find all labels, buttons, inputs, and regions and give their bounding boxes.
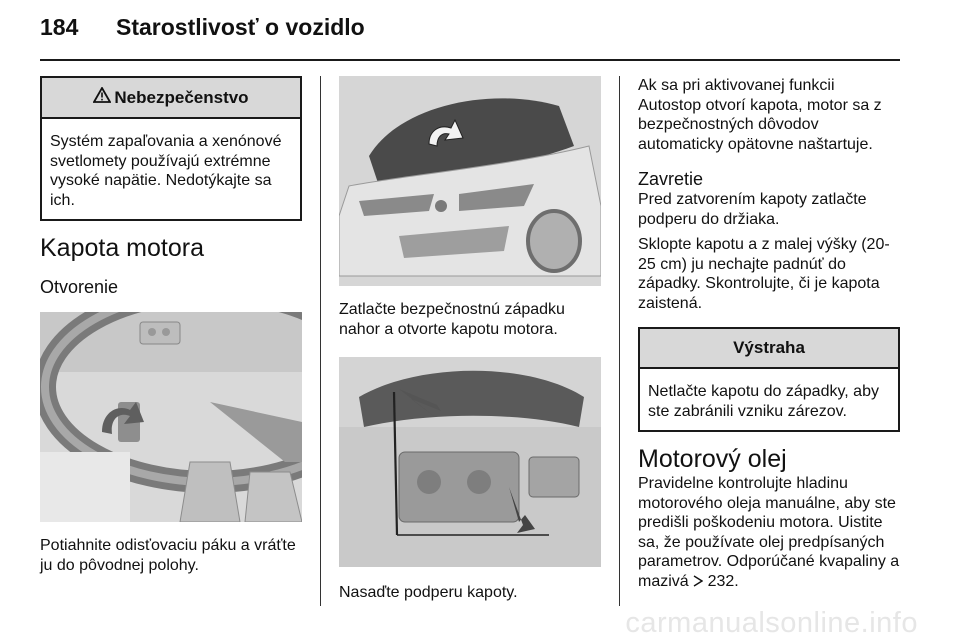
- warning-box-title: Výstraha: [640, 329, 898, 369]
- chapter-title: Starostlivosť o vozidlo: [116, 14, 365, 40]
- column-3: [638, 76, 900, 591]
- latch-caption: Zatlačte bezpečnostnú západku nahor a otvorte kapotu motora.: [339, 301, 565, 338]
- engine-oil-paragraph: Pravidelne kontrolujte hladinu motorového oleja manuálne, aby ste predišli poškodeniu motora. Uistite sa, že používate olej predpísaných parametrov. Odporúčané kvapaliny a mazivá: [638, 475, 900, 590]
- column-2: [339, 76, 601, 603]
- section-title-hood: Kapota motora: [40, 234, 204, 262]
- section-title-engine-oil: Motorový olej: [638, 445, 787, 473]
- subsection-title-closing: Zavretie: [638, 169, 704, 189]
- danger-box-header: [42, 78, 300, 119]
- column-1: [40, 76, 302, 575]
- page-number: 184: [40, 14, 79, 40]
- closing-paragraph-2: Sklopte kapotu a z malej výšky (20-25 cm) ju nechajte padnúť do západky. Skontrolujte, či je kapota zaistená.: [638, 236, 890, 312]
- page-header: [40, 14, 365, 41]
- closing-paragraph-1: Pred zatvorením kapoty zatlačte podperu do držiaka.: [638, 191, 867, 228]
- warning-triangle-icon: [93, 87, 111, 108]
- header-rule: [40, 59, 900, 61]
- lever-caption: Potiahnite odisťovaciu páku a vráťte ju do pôvodnej polohy.: [40, 537, 296, 574]
- subsection-title-opening: Otvorenie: [40, 277, 119, 297]
- hood-latch-illustration: [339, 76, 601, 286]
- page-reference-arrow-icon: [693, 573, 703, 590]
- hood-release-lever-illustration: [40, 312, 302, 522]
- watermark: carmanualsonline.info: [625, 607, 918, 639]
- warning-box-text: Netlačte kapotu do západky, aby ste zabránili vzniku zárezov.: [648, 383, 879, 420]
- column-divider-1: [320, 76, 321, 606]
- column-divider-2: [619, 76, 620, 606]
- danger-box: [40, 76, 302, 221]
- danger-box-title: Nebezpečenstvo: [114, 87, 249, 107]
- hood-prop-rod-illustration: [339, 357, 601, 567]
- prop-rod-caption: Nasaďte podperu kapoty.: [339, 584, 518, 601]
- danger-box-text: Systém zapaľovania a xenónové svetlomety používajú extrémne vysoké napätie. Nedotýkajte sa ich.: [50, 133, 282, 209]
- warning-box: [638, 327, 900, 432]
- page-reference-link[interactable]: 232.: [707, 572, 739, 590]
- autostop-note: Ak sa pri aktivovanej funkcii Autostop otvorí kapota, motor sa z bezpečnostných dôvodov automaticky opätovne naštartuje.: [638, 77, 882, 153]
- engine-oil-text: [638, 474, 900, 591]
